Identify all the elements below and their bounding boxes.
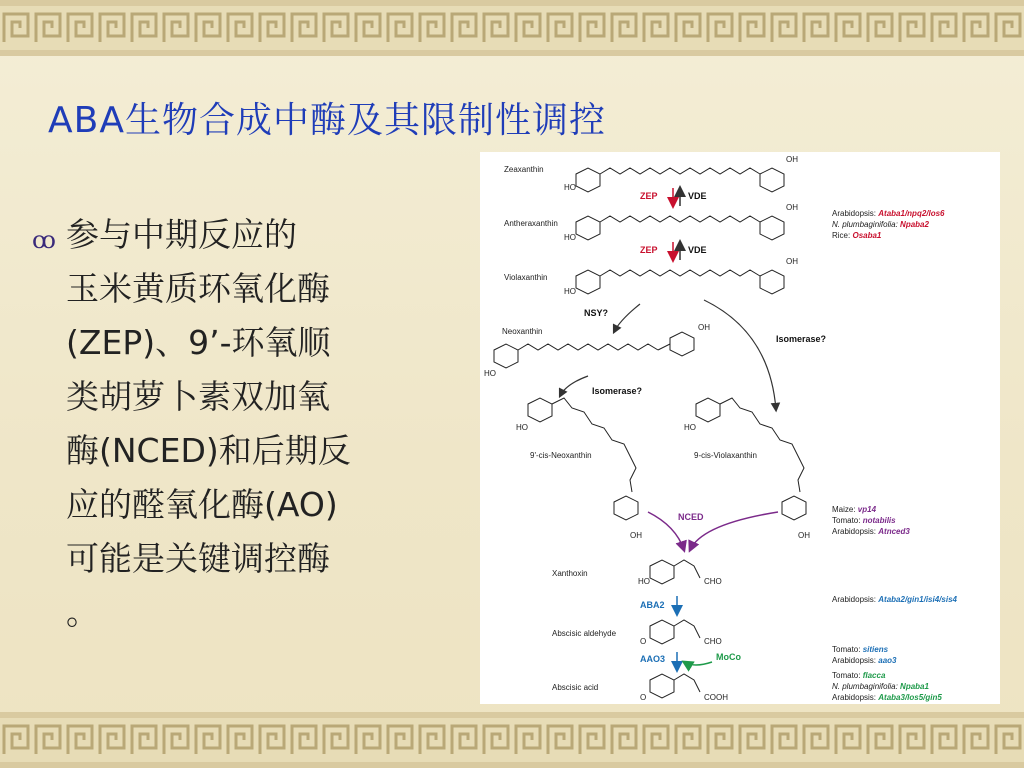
enzyme-nsy: NSY?: [584, 308, 609, 318]
label-zeaxanthin: Zeaxanthin: [504, 165, 544, 174]
molecule-9-cis-neoxanthin: [516, 398, 642, 540]
group-o: O: [640, 693, 647, 702]
svg-text:N. plumbaginifolia: Npaba2: N. plumbaginifolia: Npaba2: [832, 220, 929, 229]
group-cho: CHO: [704, 637, 722, 646]
group-oh: OH: [630, 531, 642, 540]
enzyme-zep-2: ZEP: [640, 245, 658, 255]
group-ho: HO: [638, 577, 650, 586]
label-antheraxanthin: Antheraxanthin: [504, 219, 558, 228]
enzyme-aba2: ABA2: [640, 600, 665, 610]
label-xanthoxin: Xanthoxin: [552, 569, 588, 578]
bullet-text: [66, 208, 438, 640]
enzyme-isomerase-2: Isomerase?: [776, 334, 827, 344]
enzyme-vde-1: VDE: [688, 191, 707, 201]
group-ho: HO: [564, 183, 576, 192]
bullet-line: 酶(NCED)和后期反: [66, 431, 351, 470]
svg-text:Arabidopsis: Atnced3: Arabidopsis: Atnced3: [832, 527, 910, 536]
molecule-xanthoxin: [638, 560, 722, 586]
molecule-violaxanthin: [564, 257, 798, 296]
molecule-abscisic-aldehyde: [640, 620, 722, 646]
svg-text:Tomato: sitiens: Tomato: sitiens: [832, 645, 889, 654]
bullet-line: 参与中期反应的: [66, 215, 297, 254]
group-oh: OH: [786, 203, 798, 212]
group-cho: CHO: [704, 577, 722, 586]
svg-text:Rice: Osaba1: Rice: Osaba1: [832, 231, 882, 240]
bullet-line: 类胡萝卜素双加氧: [66, 377, 330, 416]
group-ho: HO: [564, 233, 576, 242]
molecule-antheraxanthin: [564, 203, 798, 242]
label-9-cis-neoxanthin: 9'-cis-Neoxanthin: [530, 451, 592, 460]
molecule-zeaxanthin: [564, 155, 798, 192]
mutants-aao3: [832, 645, 897, 665]
svg-text:Arabidopsis: aao3: Arabidopsis: aao3: [832, 656, 897, 665]
decorative-top-border: [0, 0, 1024, 56]
svg-text:N. plumbaginifolia: Npaba1: N. plumbaginifolia: Npaba1: [832, 682, 929, 691]
group-oh: OH: [786, 257, 798, 266]
enzyme-aao3: AAO3: [640, 654, 666, 664]
group-oh: OH: [698, 323, 710, 332]
group-ho: HO: [684, 423, 696, 432]
svg-text:Arabidopsis: Ataba1/npq2/los6: Arabidopsis: Ataba1/npq2/los6: [832, 209, 945, 218]
bullet-line: 应的醛氧化酶(AO): [66, 485, 338, 524]
label-9-cis-violaxanthin: 9-cis-Violaxanthin: [694, 451, 757, 460]
bullet-line: 玉米黄质环氧化酶: [66, 269, 330, 308]
decorative-bottom-border: [0, 712, 1024, 768]
group-oh: OH: [786, 155, 798, 164]
enzyme-zep-1: ZEP: [640, 191, 658, 201]
group-o: O: [640, 637, 647, 646]
svg-text:Arabidopsis: Ataba3/los5/gin5: Arabidopsis: Ataba3/los5/gin5: [832, 693, 942, 702]
label-abscisic-aldehyde: Abscisic aldehyde: [552, 629, 617, 638]
group-cooh: COOH: [704, 693, 728, 702]
enzyme-vde-2: VDE: [688, 245, 707, 255]
slide-title: ABA生物合成中酶及其限制性调控: [48, 100, 606, 141]
bullet-line: 可能是关键调控酶: [66, 539, 330, 578]
enzyme-moco: MoCo: [716, 652, 741, 662]
mutants-aba2: [832, 595, 958, 604]
mutants-moco: [832, 671, 942, 702]
label-neoxanthin: Neoxanthin: [502, 327, 543, 336]
label-violaxanthin: Violaxanthin: [504, 273, 548, 282]
enzyme-nced: NCED: [678, 512, 704, 522]
bullet-icon: ꝏ: [32, 226, 56, 254]
svg-text:Tomato: notabilis: Tomato: notabilis: [832, 516, 896, 525]
group-ho: HO: [484, 369, 496, 378]
bullet-line: (ZEP)、9’-环氧顺: [66, 323, 331, 362]
aba-pathway-figure: [480, 152, 1000, 704]
molecule-abscisic-acid: [640, 674, 728, 702]
bullet-line: 。: [66, 593, 99, 632]
group-oh: OH: [798, 531, 810, 540]
group-ho: HO: [564, 287, 576, 296]
group-ho: HO: [516, 423, 528, 432]
svg-text:Arabidopsis: Ataba2/gin1/isi4/: Arabidopsis: Ataba2/gin1/isi4/sis4: [832, 595, 957, 604]
svg-text:Maize: vp14: Maize: vp14: [832, 505, 877, 514]
svg-text:Tomato: flacca: Tomato: flacca: [832, 671, 886, 680]
mutants-nced: [832, 505, 910, 536]
mutants-zep: [832, 209, 945, 240]
label-abscisic-acid: Abscisic acid: [552, 683, 599, 692]
pathway-diagram: [480, 152, 1000, 704]
enzyme-isomerase-1: Isomerase?: [592, 386, 643, 396]
